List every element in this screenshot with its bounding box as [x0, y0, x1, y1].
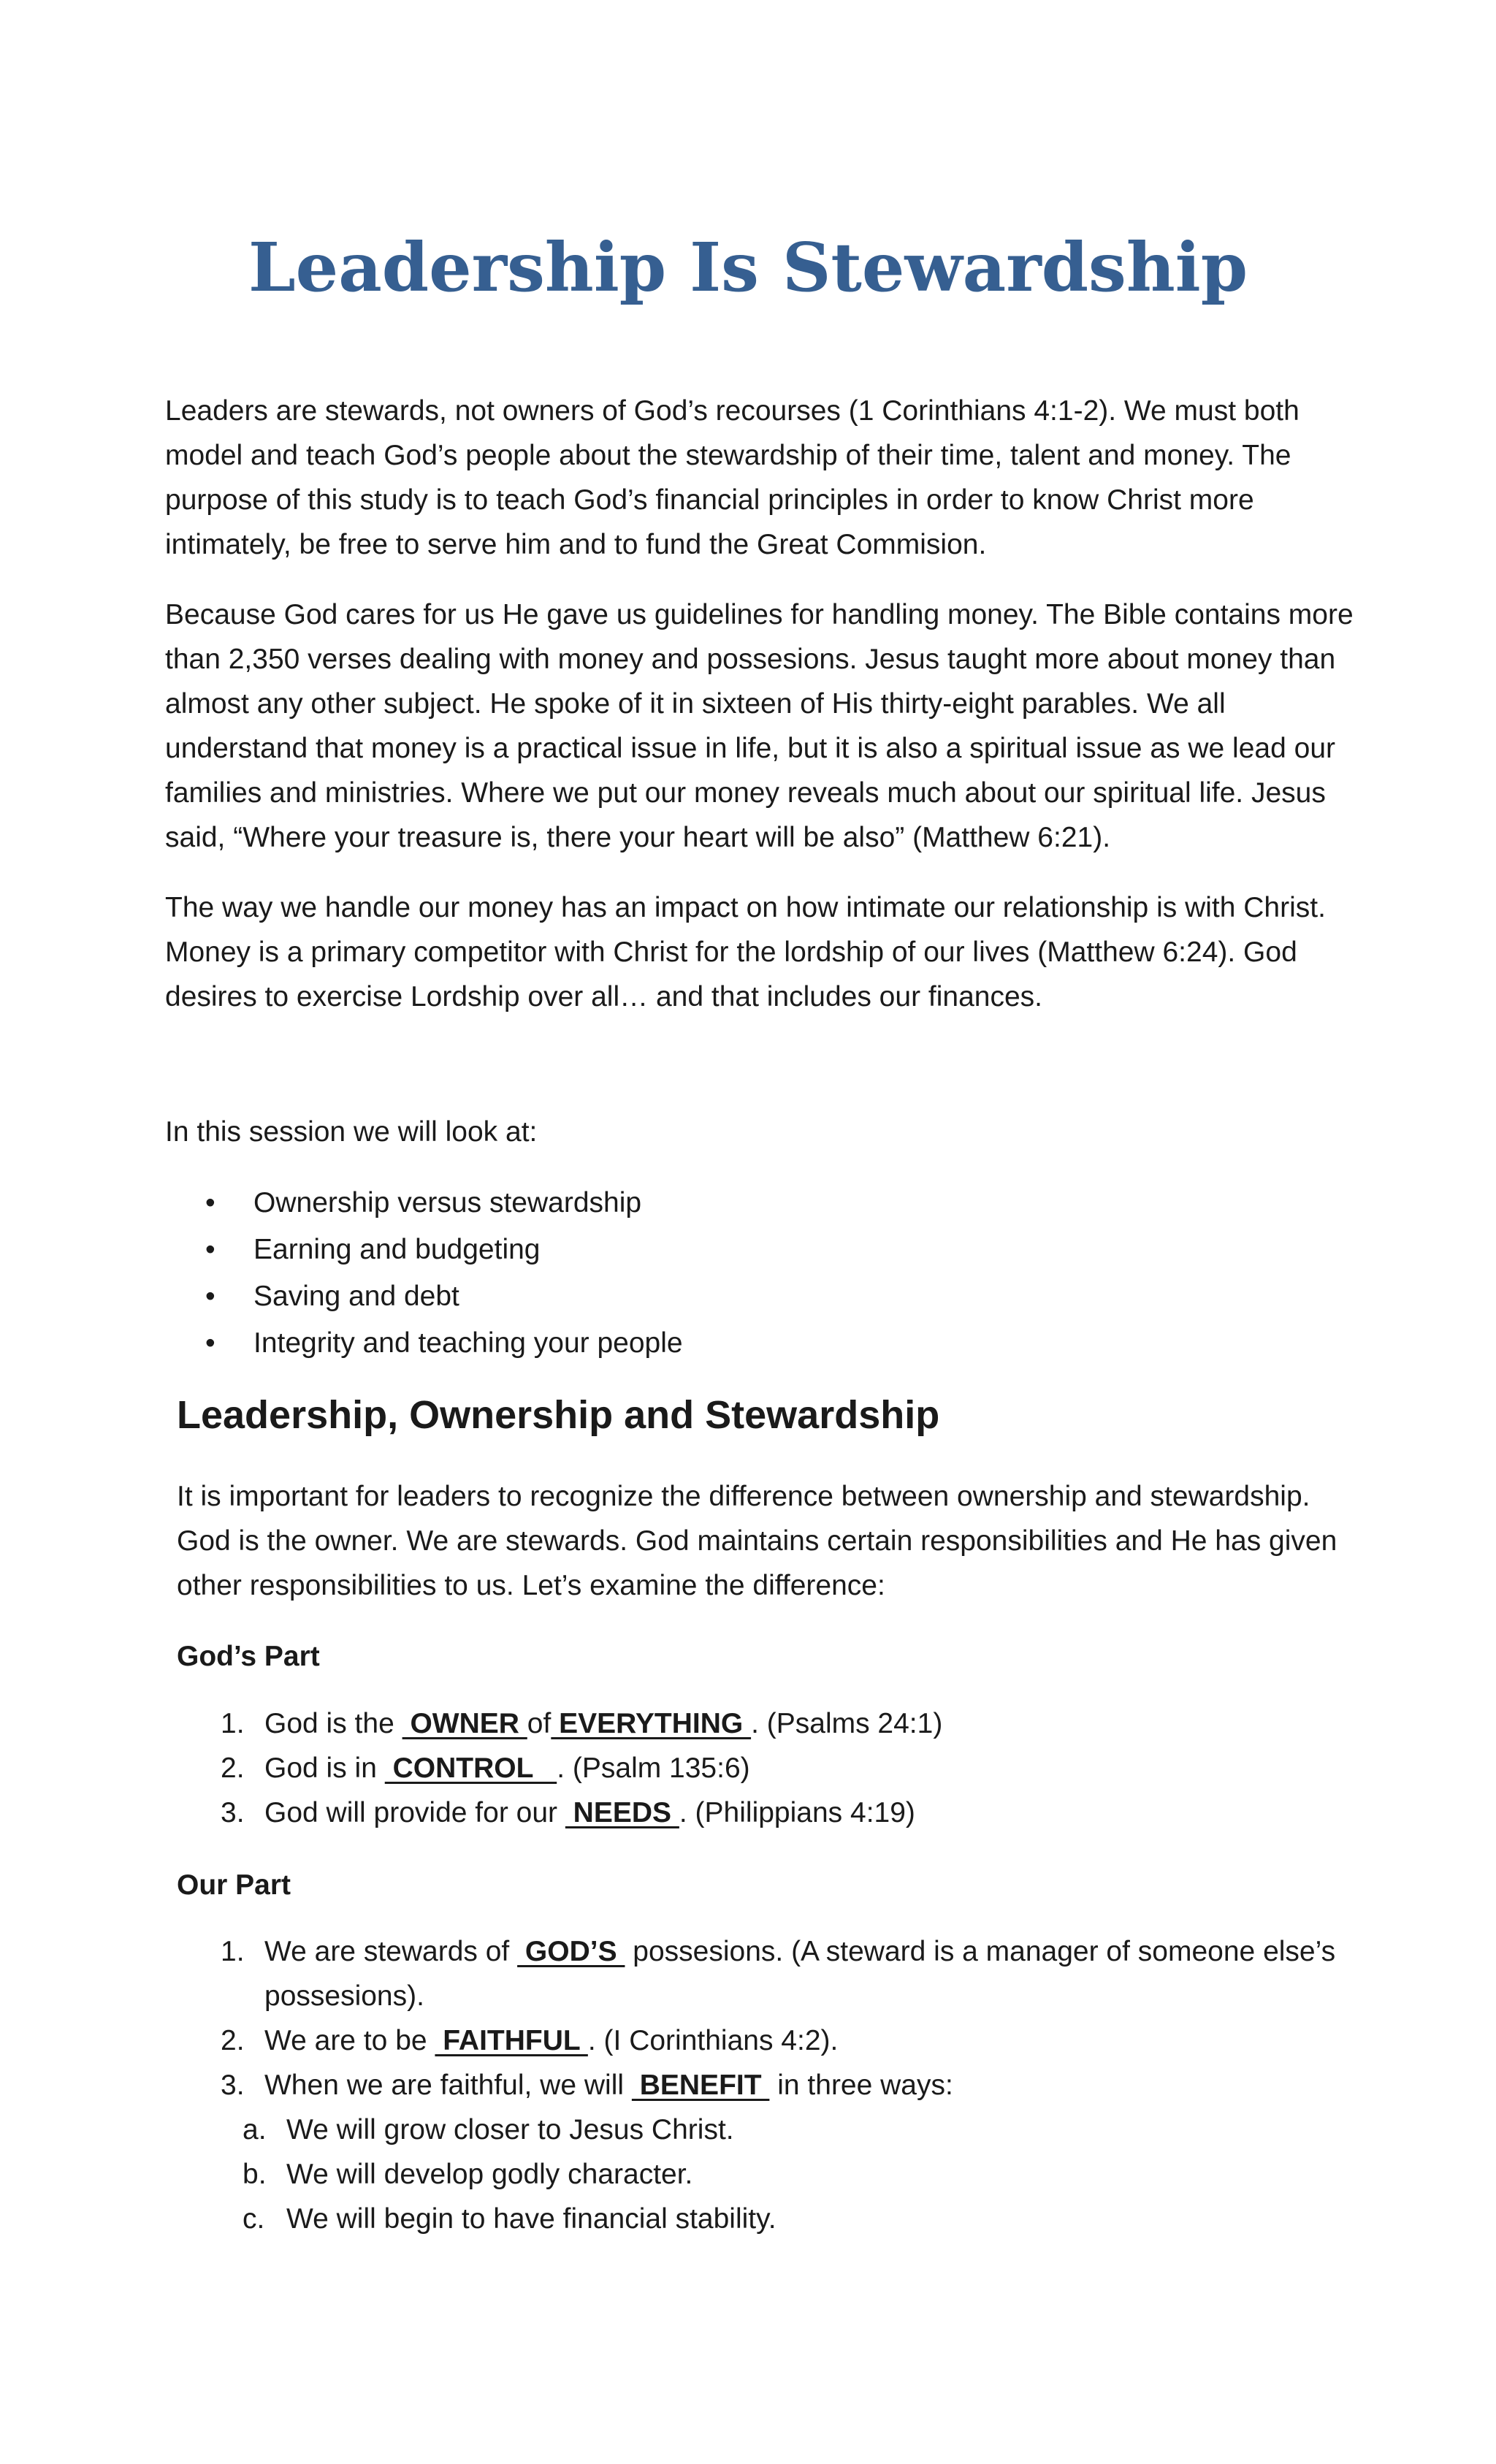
fill-blank: BENEFIT [631, 2070, 770, 2101]
gods-part-label: God’s Part [177, 1641, 320, 1672]
intro-paragraph-1-text: Leaders are stewards, not owners of God’s recourses (1 Corinthians 4:1-2). We must both model and teach God’s people about the stewardship of their time, talent and money. The purpose of this study is to teach God’s financial principles in order to know Christ more intimately, be free to serve him and to fund the Great Commision. [165, 395, 1300, 560]
our-part-label: Our Part [177, 1869, 291, 1901]
section-heading-block [177, 1392, 1363, 1439]
our-part-sub-list [177, 2108, 1363, 2241]
bullet-glyph: • [205, 1281, 215, 1312]
session-list [165, 1180, 1363, 1367]
list-item: • Ownership versus stewardship [165, 1180, 1363, 1227]
bullet-glyph: • [205, 1187, 215, 1218]
list-item: 3. God will provide for our NEEDS . (Philippians 4:19) [221, 1797, 915, 1828]
section-paragraph: It is important for leaders to recognize the difference between ownership and stewardship. God is the owner. We are stewards. God maintains certain responsibilities and He has given other responsibilities to us. Let’s examine the difference: [177, 1481, 1337, 1601]
gods-part-list [177, 1701, 1363, 1835]
bullet-glyph: • [205, 1327, 215, 1359]
fill-blank: EVERYTHING [551, 1708, 752, 1739]
list-item: 3. When we are faithful, we will BENEFIT in three ways: [221, 2070, 953, 2101]
list-item: c. We will begin to have financial stability. [243, 2203, 776, 2235]
fill-blank: OWNER [402, 1708, 527, 1739]
fill-blank: CONTROL [384, 1752, 557, 1784]
list-item: 2. We are to be FAITHFUL . (I Corinthians 4:2). [221, 2025, 839, 2056]
fill-blank: NEEDS [565, 1797, 679, 1828]
intro-paragraph-2 [165, 592, 1363, 860]
list-item: 1. God is the OWNER of EVERYTHING . (Psalms 24:1) [221, 1708, 943, 1739]
fill-blank: FAITHFUL [435, 2025, 588, 2056]
fill-blank: GOD’S [517, 1936, 625, 1967]
gods-part-label-block [177, 1634, 1363, 1679]
section-paragraph-block [177, 1474, 1363, 1608]
list-item: • Saving and debt [165, 1273, 1363, 1320]
session-intro [165, 1110, 1363, 1154]
list-item: b. We will develop godly character. [243, 2159, 693, 2190]
list-item: 2. God is in CONTROL . (Psalm 135:6) [221, 1752, 750, 1784]
our-part-list-block [177, 1929, 1363, 2241]
section-heading: Leadership, Ownership and Stewardship [177, 1393, 940, 1437]
list-item: • Earning and budgeting [165, 1227, 1363, 1273]
document-title: Leadership Is Stewardship [248, 228, 1248, 307]
intro-paragraph-1 [165, 389, 1363, 567]
list-item: 1. We are stewards of GOD’S possesions. (A steward is a manager of someone else’s possesions). [221, 1936, 1336, 2012]
session-bullet-list [165, 1180, 1363, 1367]
list-item: • Integrity and teaching your people [165, 1320, 1363, 1367]
our-part-list [177, 1929, 1363, 2108]
gods-part-list-block [177, 1701, 1363, 1835]
intro-paragraph-3 [165, 885, 1363, 1019]
our-part-label-block [177, 1863, 1363, 1907]
intro-paragraph-2-text: Because God cares for us He gave us guidelines for handling money. The Bible contains more than 2,350 verses dealing with money and possesions. Jesus taught more about money than almost any other subject. He spoke of it in sixteen of His thirty-eight parables. We all understand that money is a practical issue in life, but it is also a spiritual issue as we lead our families and ministries. Where we put our money reveals much about our spiritual life. Jesus said, “Where your treasure is, there your heart will be also” (Matthew 6:21). [165, 599, 1354, 853]
list-item: a. We will grow closer to Jesus Christ. [243, 2114, 734, 2145]
intro-paragraph-3-text: The way we handle our money has an impact on how intimate our relationship is with Christ. Money is a primary competitor with Christ for the lordship of our lives (Matthew 6:24). God desires to exercise Lordship over all… and that includes our finances. [165, 892, 1326, 1012]
session-intro-text: In this session we will look at: [165, 1116, 538, 1148]
bullet-glyph: • [205, 1234, 215, 1265]
